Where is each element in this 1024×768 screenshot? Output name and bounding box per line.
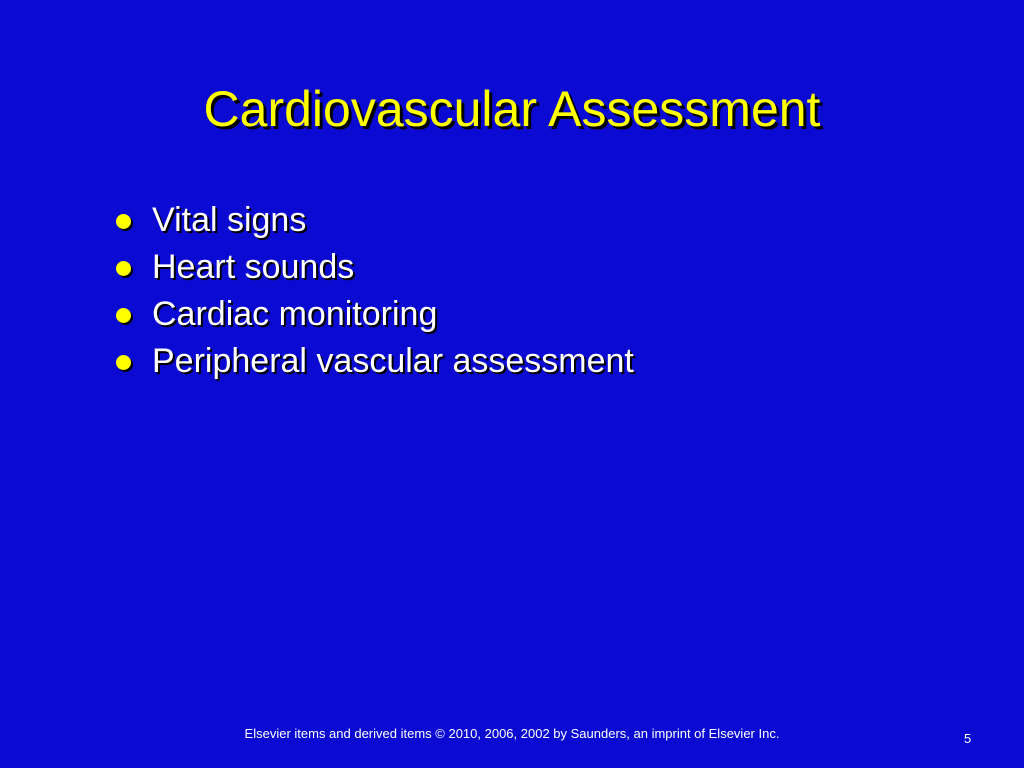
bullet-text: Vital signs <box>152 200 307 239</box>
bullet-text: Cardiac monitoring <box>152 294 438 333</box>
bullet-text: Peripheral vascular assessment <box>152 341 634 380</box>
copyright-footer: Elsevier items and derived items © 2010, 2006, 2002 by Saunders, an imprint of Elsevier Inc. <box>244 726 780 741</box>
bullet-dot-icon <box>116 261 131 276</box>
bullet-text: Heart sounds <box>152 247 355 286</box>
list-item <box>112 196 634 243</box>
bullet-dot-icon <box>116 214 131 229</box>
bullet-dot-icon <box>116 355 131 370</box>
bullet-list <box>112 196 634 384</box>
bullet-dot-icon <box>116 308 131 323</box>
list-item <box>112 337 634 384</box>
list-item <box>112 243 634 290</box>
list-item <box>112 290 634 337</box>
slide-title: Cardiovascular Assessment <box>203 81 821 137</box>
page-number: 5 <box>964 731 972 746</box>
